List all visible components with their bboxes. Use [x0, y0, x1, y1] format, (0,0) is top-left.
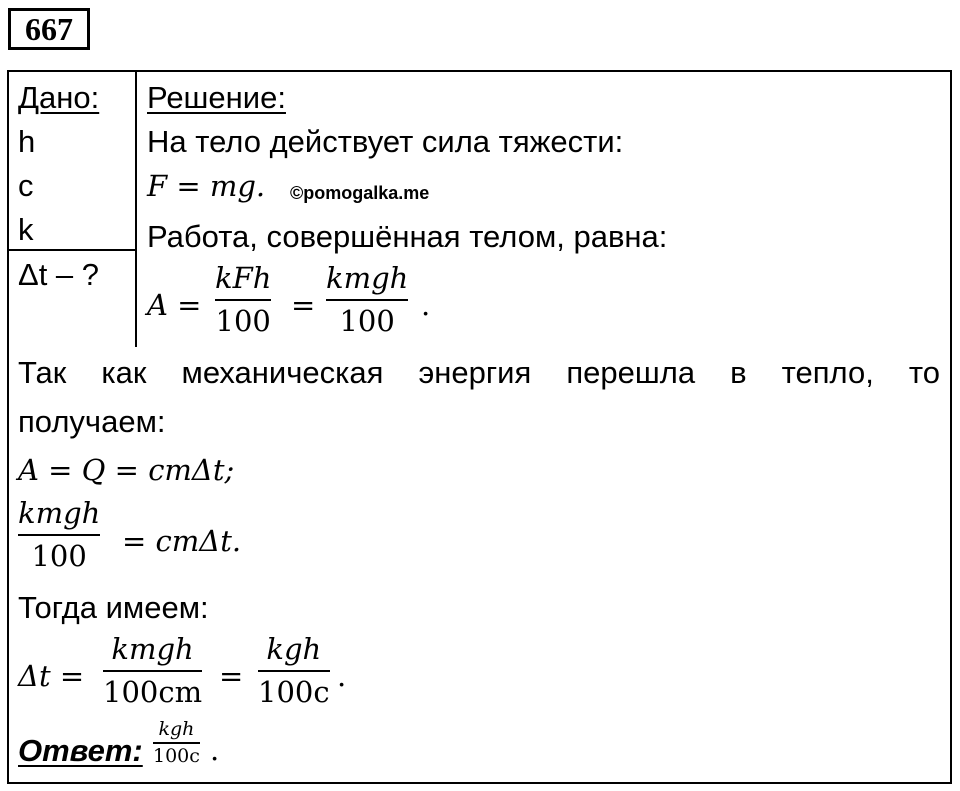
- fraction-denominator: 100c: [153, 745, 200, 767]
- fraction-kfh-100: [215, 261, 272, 338]
- given-item-h: h: [18, 124, 36, 159]
- formula-delta-t-end: .: [337, 659, 347, 693]
- given-divider-vertical: [135, 70, 137, 347]
- solution-line-gravity: На тело действует сила тяжести:: [147, 124, 624, 159]
- solution-line-work: Работа, совершённая телом, равна:: [147, 219, 668, 254]
- formula-delta-t-equals: =: [219, 659, 244, 693]
- answer-fraction: [153, 720, 200, 766]
- fraction-denominator: 100: [339, 304, 395, 338]
- fraction-numerator: kmgh: [18, 496, 101, 530]
- fraction-denominator: 100c: [258, 675, 330, 709]
- text-then: Тогда имеем:: [18, 590, 209, 625]
- frame-left: [7, 70, 9, 784]
- fraction-numerator: kFh: [215, 261, 272, 295]
- formula-work-equals: =: [291, 288, 316, 322]
- given-item-c: c: [18, 168, 34, 203]
- fraction-denominator: 100cm: [103, 675, 203, 709]
- fraction-denominator: 100: [215, 304, 271, 338]
- fraction-kgh-100c: [258, 632, 330, 709]
- text-energy-transfer: Так как механическая энергия перешла в тепло, то: [18, 355, 940, 390]
- formula-work-end: .: [421, 288, 431, 322]
- given-item-k: k: [18, 212, 34, 247]
- frame-right: [950, 70, 952, 784]
- fraction-numerator: kmgh: [111, 632, 194, 666]
- fraction-kmgh-100cm: [103, 632, 203, 709]
- watermark: ©pomogalka.me: [290, 183, 430, 203]
- fraction-numerator: kmgh: [326, 261, 409, 295]
- frame-bottom: [7, 782, 952, 784]
- solution-heading: Решение:: [147, 80, 286, 115]
- fraction-denominator: 100: [31, 539, 87, 573]
- fraction-kmgh-100-left: [18, 496, 101, 573]
- formula-delta-t-lhs: Δt =: [18, 659, 85, 693]
- text-we-get: получаем:: [18, 404, 166, 439]
- formula-work-lhs: A =: [147, 288, 202, 322]
- problem-number: 667: [8, 8, 90, 50]
- fraction-numerator: kgh: [266, 632, 322, 666]
- fraction-kmgh-100: [326, 261, 409, 338]
- formula-force: F = mg.: [147, 169, 266, 203]
- fraction-numerator: kgh: [158, 718, 195, 740]
- given-heading: Дано:: [18, 80, 100, 115]
- answer-label: Ответ:: [18, 733, 143, 768]
- answer-end: .: [210, 733, 220, 767]
- given-find: Δt – ?: [18, 257, 100, 292]
- given-divider-horizontal: [7, 249, 137, 251]
- frame-top: [7, 70, 952, 72]
- formula-heat-rhs: = cmΔt.: [122, 524, 242, 558]
- formula-heat: A = Q = cmΔt;: [18, 453, 235, 487]
